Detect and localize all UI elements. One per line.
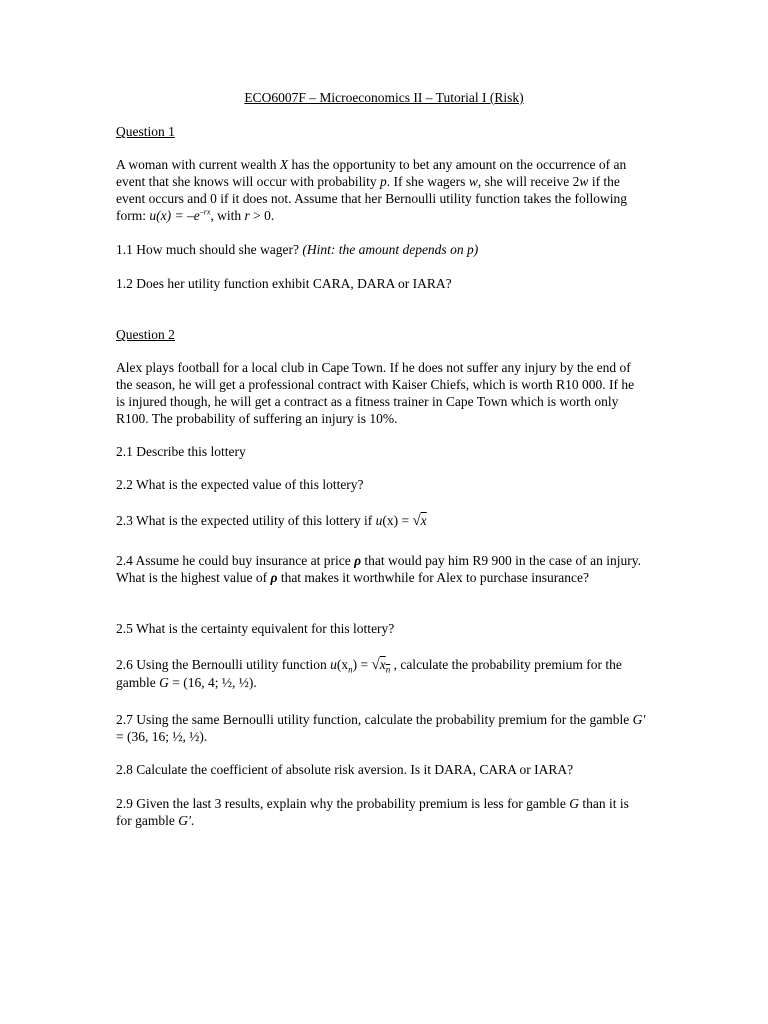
- question-1-2: 1.2 Does her utility function exhibit CARA, DARA or IARA?: [116, 276, 452, 291]
- question-2-heading: Question 2: [116, 327, 175, 342]
- question-2-8: 2.8 Calculate the coefficient of absolute risk aversion. Is it DARA, CARA or IARA?: [116, 762, 574, 777]
- question-2-6: 2.6 Using the Bernoulli utility function $u(x_n) = √x_n$ , calculate the probability premium for the gamble G = (16, 4; ½, ½).: [116, 657, 622, 690]
- question-2-7: 2.7 Using the same Bernoulli utility function, calculate the probability premium for the gamble G' = (36, 16; ½, ½).: [116, 712, 646, 744]
- question-2-5: 2.5 What is the certainty equivalent for this lottery?: [116, 621, 395, 636]
- question-2-4: 2.4 Assume he could buy insurance at price ρ that would pay him R9 900 in the case of an injury. What is the highest value of ρ that makes it worthwhile for Alex to purchase insurance?: [116, 553, 641, 585]
- question-1-1: 1.1 How much should she wager? (Hint: the amount depends on p): [116, 242, 479, 257]
- utility-formula: $u(x) = -e^{-rx}$: [149, 207, 211, 223]
- question-2-1: 2.1 Describe this lottery: [116, 444, 246, 459]
- question-2-3: 2.3 What is the expected utility of this lottery if u(x) = √x: [116, 513, 427, 529]
- question-1-heading: Question 1: [116, 124, 175, 139]
- question-2-2: 2.2 What is the expected value of this lottery?: [116, 477, 364, 492]
- question-1-body: A woman with current wealth X has the opportunity to bet any amount on the occurrence of an event that she knows will occur with probability p. If she wagers w, she will receive 2w if the event occurs and 0 if it does not. Assume that her Bernoulli utility function takes the following form: $u(x) = -e^{-rx}$, with r > 0.: [116, 157, 628, 223]
- question-2-body: Alex plays football for a local club in Cape Town. If he does not suffer any injury by the end of the season, he will get a professional contract with Kaiser Chiefs, which is worth R10 000. If he is injured though, he will get a contract as a fitness trainer in Cape Town which is worth only R100. The probability of suffering an injury is 10%.: [116, 360, 635, 426]
- question-2-9: 2.9 Given the last 3 results, explain why the probability premium is less for gamble G than it is for gamble G'.: [116, 796, 629, 828]
- page-title: ECO6007F – Microeconomics II – Tutorial I (Risk): [244, 90, 524, 105]
